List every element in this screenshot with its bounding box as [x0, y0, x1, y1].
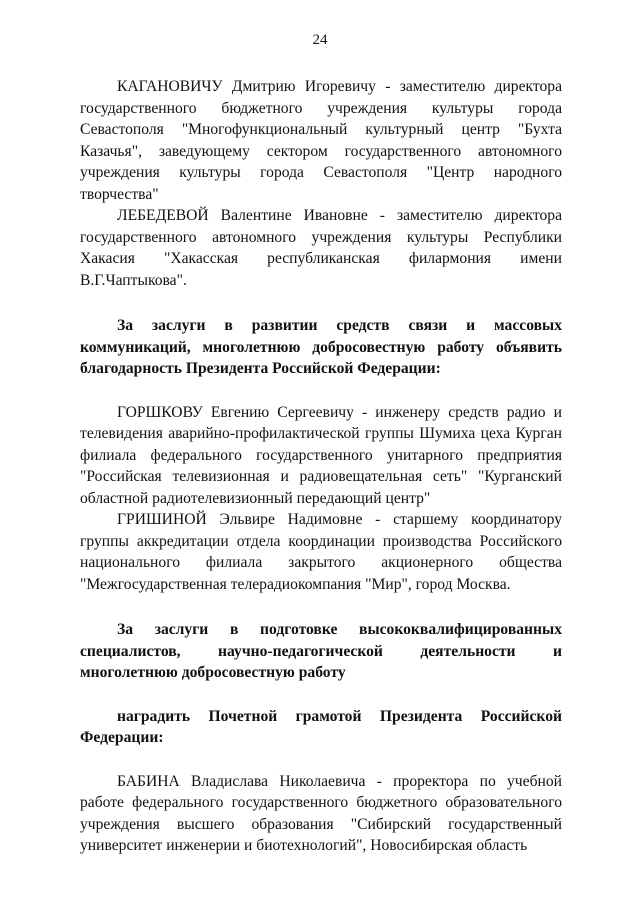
section-heading-education: За заслуги в подготовке высококвалифицированных специалистов, научно-педагогической деятельности и многолетнюю добросовестную работу [80, 621, 562, 681]
award-entry-babin: БАБИНА Владислава Николаевича - проректора по учебной работе федерального государственного бюджетного образовательного учреждения высшего образования "Сибирский государственный университет инженерии и биотехнологий", Новосибирская область [80, 772, 562, 854]
document-body [80, 76, 562, 857]
section-subheading-award: наградить Почетной грамотой Президента Российской Федерации: [80, 707, 562, 746]
page-number: 24 [312, 32, 328, 48]
award-entry-gorshkov: ГОРШКОВУ Евгению Сергеевичу - инженеру средств радио и телевидения аварийно-профилактической группы Шумиха цеха Курган филиала федерального государственного унитарного предприятия "Российская телевизионная и радиовещательная сеть" "Курганский областной радиотелевизионный передающий центр" [80, 403, 562, 507]
award-entry-lebedeva: ЛЕБЕДЕВОЙ Валентине Ивановне - заместителю директора государственного автономного учреждения культуры Республики Хакасия "Хакасская республиканская филармония имени В.Г.Чаптыкова". [80, 207, 562, 289]
award-entry-kaganovich: КАГАНОВИЧУ Дмитрию Игоревичу - заместителю директора государственного бюджетного учреждения культуры города Севастополя "Многофункциональный культурный центр "Бухта Казачья", заведующему сектором государственного автономного учреждения культуры города Севастополя "Центр народного творчества" [80, 78, 562, 203]
section-heading-communications: За заслуги в развитии средств связи и массовых коммуникаций, многолетнюю добросовестную работу объявить благодарность Президента Российской Федерации: [80, 317, 562, 377]
award-entry-grishina: ГРИШИНОЙ Эльвире Надимовне - старшему координатору группы аккредитации отдела координации производства Российского национального филиала закрытого акционерного общества "Межгосударственная телерадиокомпания "Мир", город Москва. [80, 511, 562, 593]
